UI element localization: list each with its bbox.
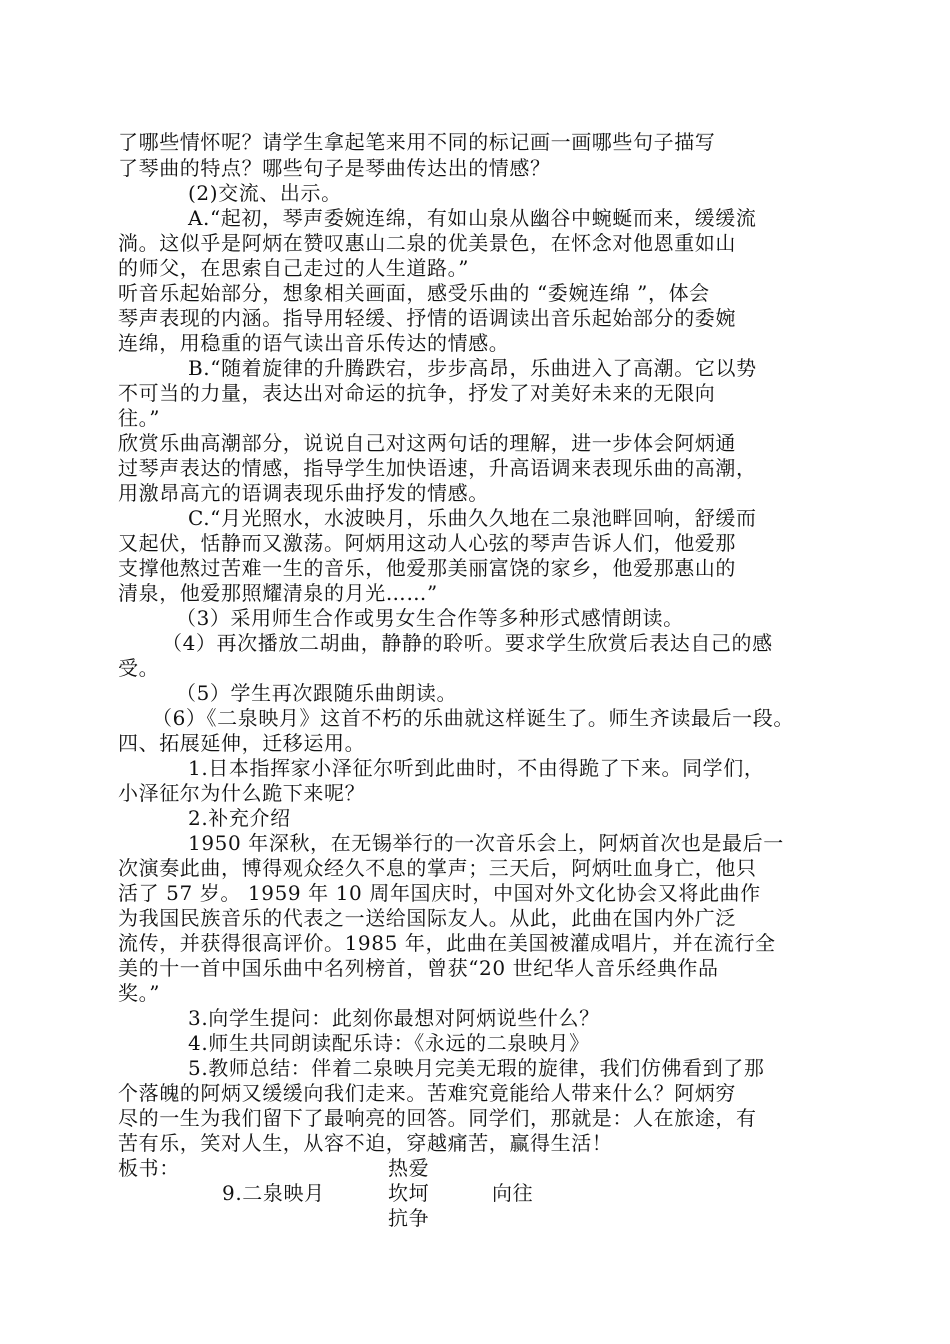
text-line: 4.师生共同朗读配乐诗：《永远的二泉映月》 <box>188 1031 590 1055</box>
text-line: 5.教师总结：伴着二泉映月完美无瑕的旋律，我们仿佛看到了那 <box>188 1056 765 1080</box>
text-line: 连绵，用稳重的语气读出音乐传达的情感。 <box>118 331 510 355</box>
text-line: 尽的一生为我们留下了最响亮的回答。同学们，那就是：人在旅途，有 <box>118 1106 757 1130</box>
text-line: （4）再次播放二胡曲，静静的聆听。要求学生欣赏后表达自己的感 <box>162 631 773 655</box>
text-line: 了哪些情怀呢？请学生拿起笔来用不同的标记画一画哪些句子描写 <box>118 130 716 154</box>
text-line: 淌。这似乎是阿炳在赞叹惠山二泉的优美景色，在怀念对他恩重如山 <box>118 231 736 255</box>
board-title: 9.二泉映月 <box>222 1181 325 1205</box>
text-line: A.“起初，琴声委婉连绵，有如山泉从幽谷中蜿蜒而来，缓缓流 <box>188 206 757 230</box>
board-word-mid: 坎坷 <box>388 1181 430 1205</box>
text-line: 的师父，在思索自己走过的人生道路。” <box>118 256 470 280</box>
text-line: 不可当的力量，表达出对命运的抗争，抒发了对美好未来的无限向 <box>118 381 716 405</box>
board-word-bottom: 抗争 <box>388 1206 430 1230</box>
board-word-top: 热爱 <box>388 1156 430 1180</box>
text-line: 用激昂高亢的语调表现乐曲抒发的情感。 <box>118 481 489 505</box>
text-line: 小泽征尔为什么跪下来呢？ <box>118 781 366 805</box>
text-line: 为我国民族音乐的代表之一送给国际友人。从此，此曲在国内外广泛 <box>118 906 736 930</box>
text-line: 个落魄的阿炳又缓缓向我们走来。苦难究竟能给人带来什么？阿炳穷 <box>118 1081 736 1105</box>
text-line: 清泉，他爱那照耀清泉的月光……” <box>118 581 438 605</box>
text-line: 2.补充介绍 <box>188 806 291 830</box>
text-line: 苦有乐，笑对人生，从容不迫，穿越痛苦，赢得生活！ <box>118 1131 613 1155</box>
text-line: B.“随着旋律的升腾跌宕，步步高昂，乐曲进入了高潮。它以势 <box>188 356 757 380</box>
text-line: 又起伏，恬静而又激荡。阿炳用这动人心弦的琴声告诉人们，他爱那 <box>118 531 736 555</box>
text-line: 了琴曲的特点？哪些句子是琴曲传达出的情感？ <box>118 156 551 180</box>
text-line: 欣赏乐曲高潮部分，说说自己对这两句话的理解，进一步体会阿炳通 <box>118 431 736 455</box>
text-line: 支撑他熬过苦难一生的音乐，他爱那美丽富饶的家乡，他爱那惠山的 <box>118 556 736 580</box>
text-line: 美的十一首中国乐曲中名列榜首，曾获“20 世纪华人音乐经典作品 <box>118 956 719 980</box>
text-line: (2)交流、出示。 <box>188 181 342 205</box>
text-line: C.“月光照水，水波映月，乐曲久久地在二泉池畔回响，舒缓而 <box>188 506 757 530</box>
text-line: 受。 <box>118 656 160 680</box>
text-line: 1.日本指挥家小泽征尔听到此曲时，不由得跪了下来。同学们， <box>188 756 765 780</box>
text-line: 听音乐起始部分，想象相关画面，感受乐曲的 “委婉连绵 ”，体会 <box>118 281 710 305</box>
text-line: 次演奏此曲，博得观众经久不息的掌声；三天后，阿炳吐血身亡，他只 <box>118 856 757 880</box>
text-line: 奖。” <box>118 981 161 1005</box>
board-word-right: 向往 <box>492 1181 534 1205</box>
text-line: （6）《二泉映月》这首不朽的乐曲就这样诞生了。师生齐读最后一段。 <box>152 706 794 730</box>
text-line: 流传，并获得很高评价。1985 年，此曲在美国被灌成唱片，并在流行全 <box>118 931 776 955</box>
text-line: 3.向学生提问：此刻你最想对阿炳说些什么？ <box>188 1006 600 1030</box>
text-line: 往。” <box>118 406 161 430</box>
text-line: （5）学生再次跟随乐曲朗读。 <box>176 681 458 705</box>
text-line: （3）采用师生合作或男女生合作等多种形式感情朗读。 <box>176 606 684 630</box>
board-label: 板书： <box>118 1156 180 1180</box>
text-line: 1950 年深秋，在无锡举行的一次音乐会上，阿炳首次也是最后一 <box>188 831 784 855</box>
section-heading: 四、拓展延伸，迁移运用。 <box>118 731 366 755</box>
text-line: 琴声表现的内涵。指导用轻缓、抒情的语调读出音乐起始部分的委婉 <box>118 306 736 330</box>
text-line: 活了 57 岁。 1959 年 10 周年国庆时，中国对外文化协会又将此曲作 <box>118 881 761 905</box>
text-line: 过琴声表达的情感，指导学生加快语速，升高语调来表现乐曲的高潮， <box>118 456 757 480</box>
